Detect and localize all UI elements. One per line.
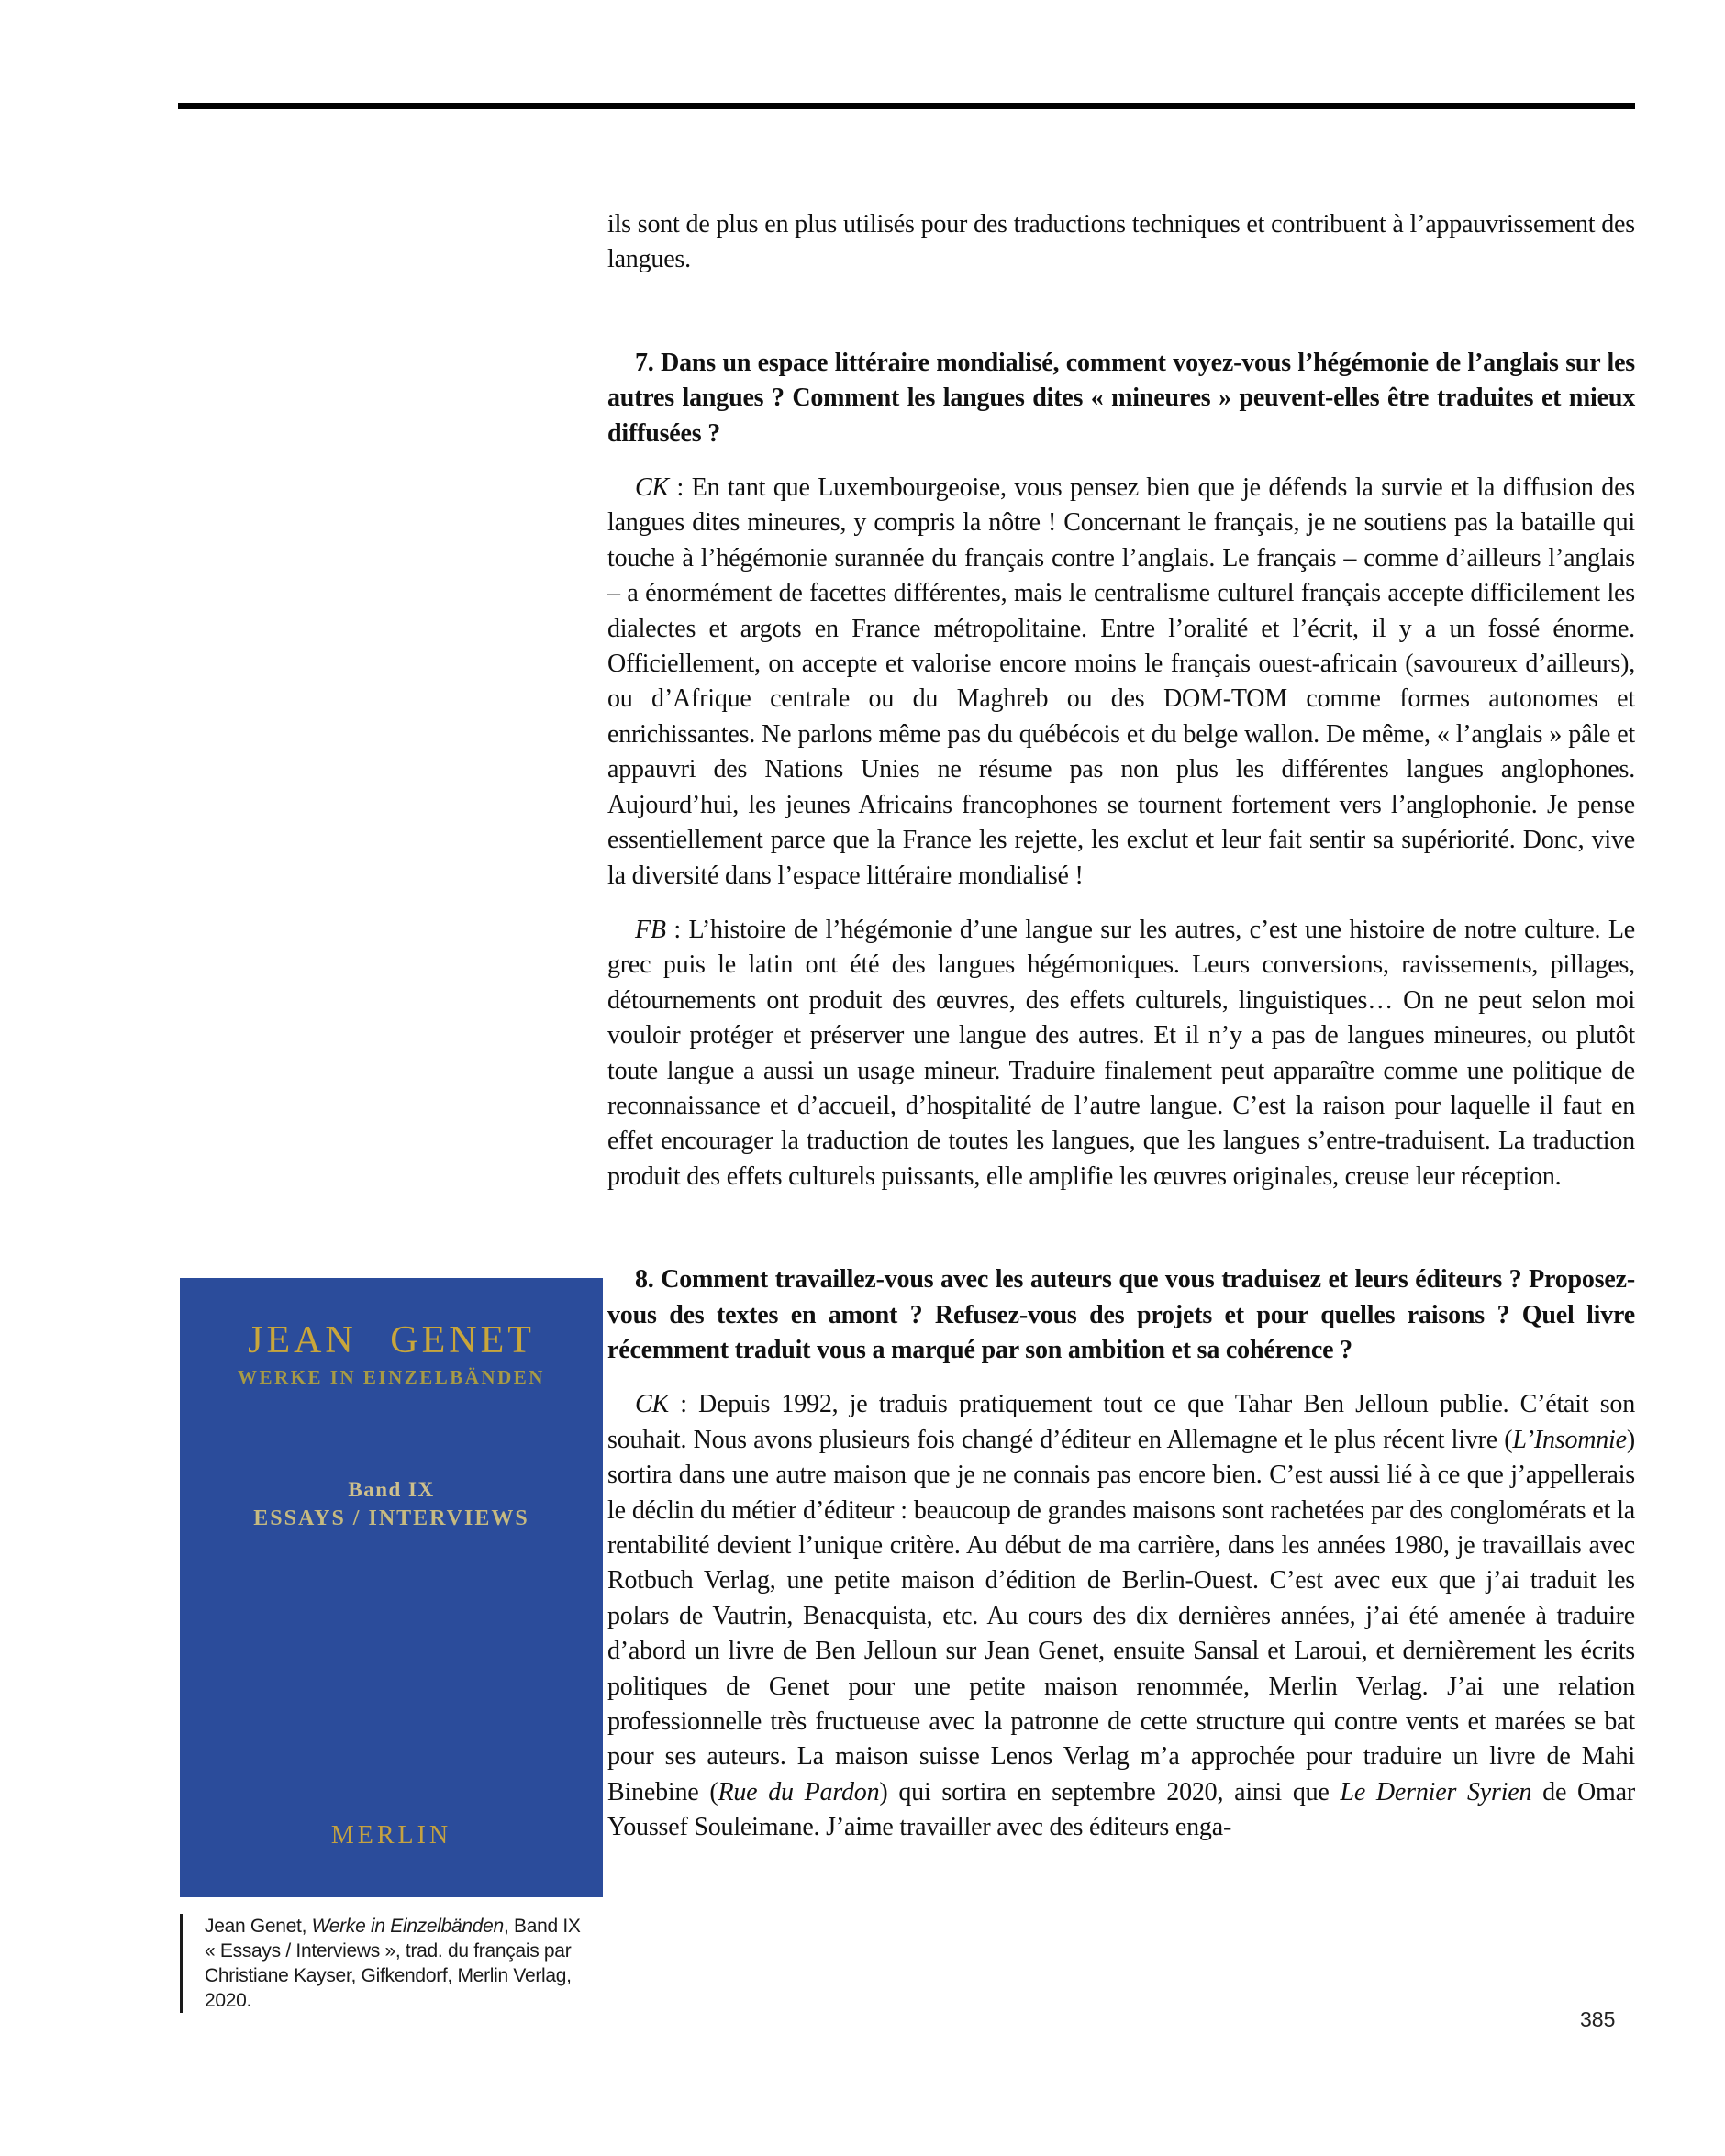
text-run: Jean Genet,: [205, 1916, 312, 1937]
cover-author-title: JEAN GENET: [248, 1319, 535, 1361]
italic-text-run: CK: [635, 473, 669, 503]
italic-text-run: Le Dernier Syrien: [1340, 1777, 1532, 1806]
text-run: , Band IX « Essays / Interviews », trad. du français par Christiane Kayser, Gifkendorf, Merlin Verlag, 2020.: [205, 1916, 581, 2011]
paragraph-body: [607, 913, 1635, 1195]
paragraph-opening: [607, 207, 1635, 278]
text-run: : L’histoire de l’hégémonie d’une langue sur les autres, c’est une histoire de notre culture. Le grec puis le latin ont été des langues hégémoniques. Leurs conversions, ravissements, pillages, détournements ont produit des œuvres, des effets culturels, linguistiques… On ne peut selon moi vouloir protéger et préserver une langue des autres. Et il n’y a pas de langues mineures, ou plutôt toute langue a aussi un usage mineur. Traduire finalement peut apparaître comme une politique de reconnaissance et d’accueil, d’hospitalité de l’autre langue. C’est la raison pour laquelle il faut en effet encourager la traduction de toutes les langues, que les langues s’entre-traduisent. La traduction produit des effets culturels puissants, elle amplifie les œuvres originales, creuse leur réception.: [607, 915, 1635, 1191]
text-run: ) qui sortira en septembre 2020, ainsi que: [879, 1777, 1341, 1806]
italic-text-run: CK: [635, 1390, 669, 1419]
cover-publisher-name: MERLIN: [330, 1821, 452, 1850]
paragraph-body: [607, 471, 1635, 894]
book-cover-image: [180, 1278, 603, 1897]
italic-text-run: L’Insomnie: [1512, 1425, 1627, 1454]
text-run: ) sortira dans une autre maison que je ne connais pas encore bien. C’est aussi lié à ce que j’appellerais le déclin du métier d’éditeur : beaucoup de grandes maisons sont rachetées par des conglomérats et la rentabilité devient l’unique critère. Au début de ma carrière, dans les années 1980, je travaillais avec Rotbuch Verlag, une petite maison d’édition de Berlin-Ouest. C’est avec eux que j’ai traduit les polars de Vautrin, Benacquista, etc. Au cours des dix dernières années, j’ai été amenée à traduire d’abord un livre de Ben Jelloun sur Jean Genet, ensuite Sansal et Laroui, et dernièrement les écrits politiques de Genet pour une petite maison renommée, Merlin Verlag. J’ai une relation professionnelle très fructueuse avec la patronne de cette structure qui contre vents et marées se bat pour ses auteurs. La maison suisse Lenos Verlag m’a approchée pour traduire un livre de Mahi Binebine (: [607, 1425, 1635, 1806]
italic-text-run: Werke in Einzelbänden: [311, 1916, 504, 1937]
text-run: ils sont de plus en plus utilisés pour des traductions techniques et contribuent à l’appauvrissement des langues.: [607, 210, 1635, 274]
text-run: : Depuis 1992, je traduis pratiquement tout ce que Tahar Ben Jelloun publie. C’était son souhait. Nous avons plusieurs fois changé d’éditeur en Allemagne et le plus récent livre (: [607, 1390, 1635, 1454]
figure-caption: [180, 1914, 595, 2013]
paragraph-question: [607, 1262, 1635, 1368]
text-run: de Omar Youssef Souleimane. J’aime travailler avec des éditeurs enga-: [607, 1777, 1635, 1842]
cover-series-title: WERKE IN EINZELBÄNDEN: [238, 1366, 545, 1388]
text-run: 7. Dans un espace littéraire mondialisé, comment voyez-vous l’hégémonie de l’anglais sur les autres langues ? Comment les langues dites « mineures » peuvent-elles être traduites et mieux diffusées ?: [607, 348, 1635, 448]
cover-subtitle: ESSAYS / INTERVIEWS: [253, 1506, 529, 1530]
italic-text-run: FB: [635, 915, 666, 944]
paragraph-question: [607, 346, 1635, 451]
page-number: 385: [1580, 2007, 1616, 2031]
main-text-column: [607, 0, 1635, 1846]
text-run: 8. Comment travaillez-vous avec les auteurs que vous traduisez et leurs éditeurs ? Proposez-vous des textes en amont ? Refusez-vous des projets et pour quelles raisons ? Quel livre récemment traduit vous a marqué par son ambition et sa cohérence ?: [607, 1265, 1635, 1364]
text-run: : En tant que Luxembourgeoise, vous pensez bien que je défends la survie et la diffusion des langues dites mineures, y compris la nôtre ! Concernant le français, je ne soutiens pas la bataille qui touche à l’hégémonie surannée du français contre l’anglais. Le français – comme d’ailleurs l’anglais – a énormément de facettes différentes, mais le centralisme culturel français accepte difficilement les dialectes et argots en France métropolitaine. Entre l’oralité et l’écrit, il y a un fossé énorme. Officiellement, on accepte et valorise encore moins le français ouest-africain (savoureux d’ailleurs), ou d’Afrique centrale ou du Maghreb ou des DOM-TOM comme formes autonomes et enrichissantes. Ne parlons même pas du québécois et du belge wallon. De même, « l’anglais » pâle et appauvri des Nations Unies ne résume pas non plus les différentes langues anglophones. Aujourd’hui, les jeunes Africains francophones se tournent fortement vers l’anglophonie. Je pense essentiellement parce que la France les rejette, les exclut et leur fait sentir sa supériorité. Donc, vive la diversité dans l’espace littéraire mondialisé !: [607, 473, 1635, 890]
italic-text-run: Rue du Pardon: [718, 1777, 880, 1806]
cover-band-label: Band IX: [348, 1478, 435, 1501]
paragraph-body: [607, 1387, 1635, 1845]
